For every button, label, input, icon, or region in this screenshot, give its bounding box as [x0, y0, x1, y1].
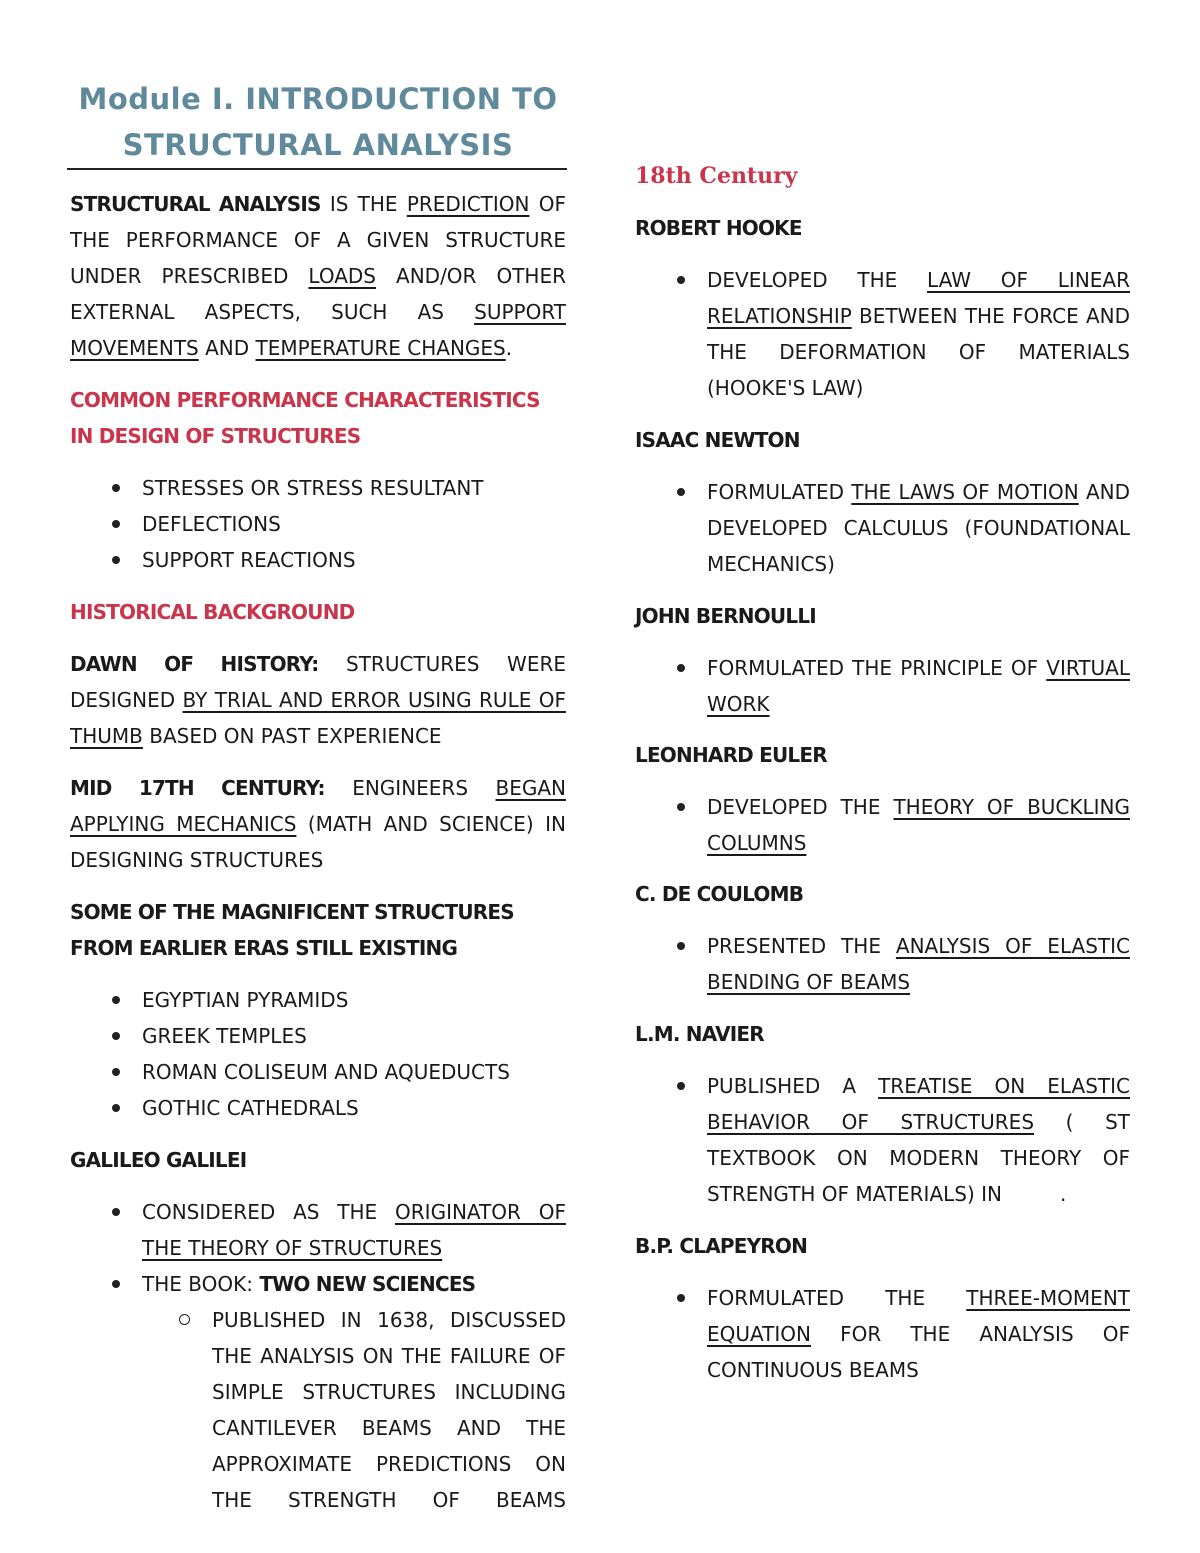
intro-underline: SUPPORT MOVEMENTS — [70, 300, 566, 360]
galileo-text: THE BOOK: — [142, 1272, 260, 1296]
dawn-paragraph — [70, 646, 566, 754]
list-item — [635, 928, 1130, 1000]
clapeyron-underline: THREE-MOMENT EQUATION — [707, 1286, 1130, 1346]
galileo-underline: ORIGINATOR OF THE THEORY OF STRUCTURES — [142, 1200, 566, 1260]
mid-underline: BEGAN APPLYING MECHANICS — [70, 776, 566, 836]
list-item — [635, 262, 1130, 406]
dawn-text: STRUCTURES WERE DESIGNED — [70, 652, 566, 712]
coulomb-underline: ANALYSIS OF ELASTIC BENDING OF BEAMS — [707, 934, 1130, 994]
list-item: GREEK TEMPLES — [70, 1018, 566, 1054]
galileo-list — [70, 1194, 566, 1302]
intro-underline: PREDICTION — [406, 192, 530, 216]
bernoulli-text: FORMULATED THE PRINCIPLE OF — [707, 656, 1047, 680]
coulomb-text: PRESENTED THE — [707, 934, 896, 958]
title-line-2: STRUCTURAL ANALYSIS — [122, 128, 514, 162]
list-item — [635, 650, 1130, 722]
intro-text: . — [505, 336, 513, 360]
euler-text: DEVELOPED THE — [707, 795, 894, 819]
clapeyron-name: B.P. CLAPEYRON — [635, 1234, 808, 1258]
intro-text: IS THE — [320, 192, 407, 216]
century-heading — [635, 158, 1130, 194]
history-heading: HISTORICAL BACKGROUND — [70, 600, 355, 624]
eras-list — [70, 982, 566, 1126]
intro-paragraph — [70, 186, 566, 366]
mid-century-paragraph — [70, 770, 566, 878]
navier-name: L.M. NAVIER — [635, 1022, 764, 1046]
clapeyron-list — [635, 1280, 1130, 1388]
list-item: ROMAN COLISEUM AND AQUEDUCTS — [70, 1054, 566, 1090]
intro-underline: TEMPERATURE CHANGES — [255, 336, 506, 360]
list-item — [70, 1266, 566, 1302]
title-line-1: Module I. INTRODUCTION TO — [78, 82, 558, 116]
newton-name: ISAAC NEWTON — [635, 428, 800, 452]
performance-heading: COMMON PERFORMANCE CHARACTERISTICS IN DESIGN OF STRUCTURES — [70, 388, 540, 448]
dawn-text: BASED ON PAST EXPERIENCE — [142, 724, 442, 748]
clapeyron-text: FOR THE ANALYSIS OF CONTINUOUS BEAMS — [707, 1322, 1130, 1382]
hooke-text: DEVELOPED THE — [707, 268, 928, 292]
hooke-text: BETWEEN THE FORCE AND THE DEFORMATION OF MATERIALS (HOOKE'S LAW) — [707, 304, 1130, 400]
galileo-text: CONSIDERED AS THE — [142, 1200, 396, 1224]
list-item: STRESSES OR STRESS RESULTANT — [70, 470, 566, 506]
bernoulli-underline: VIRTUAL WORK — [707, 656, 1130, 716]
intro-text: AND/OR OTHER EXTERNAL ASPECTS, SUCH AS — [70, 264, 566, 324]
list-item: DEFLECTIONS — [70, 506, 566, 542]
page-title — [70, 76, 566, 168]
list-item: SUPPORT REACTIONS — [70, 542, 566, 578]
navier-text: PUBLISHED A — [707, 1074, 879, 1098]
intro-term: STRUCTURAL ANALYSIS — [70, 192, 321, 216]
newton-text: FORMULATED — [707, 480, 852, 504]
hooke-name: ROBERT HOOKE — [635, 216, 802, 240]
mid-label: MID 17TH CENTURY: — [70, 776, 325, 800]
navier-underline: TREATISE ON ELASTIC BEHAVIOR OF STRUCTURES — [707, 1074, 1130, 1134]
newton-list — [635, 474, 1130, 582]
hooke-list — [635, 262, 1130, 406]
list-item — [635, 1280, 1130, 1388]
century-heading-text: 18th Century — [635, 163, 798, 189]
euler-underline: THEORY OF BUCKLING COLUMNS — [707, 795, 1131, 855]
euler-name: LEONHARD EULER — [635, 743, 827, 767]
hooke-underline: LAW OF LINEAR RELATIONSHIP — [707, 268, 1130, 328]
list-item — [635, 1068, 1130, 1212]
mid-text: ENGINEERS — [324, 776, 496, 800]
navier-text: . — [1059, 1182, 1067, 1206]
bernoulli-list — [635, 650, 1130, 722]
clapeyron-text: FORMULATED THE — [707, 1286, 967, 1310]
galileo-book-title: TWO NEW SCIENCES — [259, 1272, 476, 1296]
list-item — [635, 789, 1130, 861]
bernoulli-name: JOHN BERNOULLI — [635, 604, 816, 628]
navier-text: ( ST TEXTBOOK ON MODERN THEORY OF STRENGTH OF MATERIALS) IN — [707, 1110, 1130, 1206]
newton-underline: THE LAWS OF MOTION — [851, 480, 1079, 504]
list-item: EGYPTIAN PYRAMIDS — [70, 982, 566, 1018]
intro-text: OF THE PERFORMANCE OF A GIVEN STRUCTURE UNDER PRESCRIBED — [70, 192, 567, 288]
dawn-label: DAWN OF HISTORY: — [70, 652, 319, 676]
intro-text: AND — [198, 336, 256, 360]
dawn-underline: BY TRIAL AND ERROR USING RULE OF THUMB — [70, 688, 566, 748]
list-item: GOTHIC CATHEDRALS — [70, 1090, 566, 1126]
galileo-sublist — [212, 1302, 566, 1518]
intro-underline: LOADS — [308, 264, 376, 288]
navier-list — [635, 1068, 1130, 1212]
galileo-name: GALILEO GALILEI — [70, 1148, 247, 1172]
coulomb-list — [635, 928, 1130, 1000]
list-item: PUBLISHED IN 1638, DISCUSSED THE ANALYSIS ON THE FAILURE OF SIMPLE STRUCTURES INCLUDING CANTILEVER BEAMS AND THE APPROXIMATE PREDICTIONS ON THE STRENGTH OF BEAMS — [212, 1302, 566, 1518]
performance-list — [70, 470, 566, 578]
eras-heading: SOME OF THE MAGNIFICENT STRUCTURES FROM EARLIER ERAS STILL EXISTING — [70, 900, 514, 960]
list-item — [635, 474, 1130, 582]
newton-text: AND DEVELOPED CALCULUS (FOUNDATIONAL MECHANICS) — [707, 480, 1131, 576]
title-divider — [67, 168, 567, 170]
coulomb-name: C. DE COULOMB — [635, 882, 804, 906]
euler-list — [635, 789, 1130, 861]
list-item — [70, 1194, 566, 1266]
mid-text: (MATH AND SCIENCE) IN DESIGNING STRUCTURES — [70, 812, 566, 872]
